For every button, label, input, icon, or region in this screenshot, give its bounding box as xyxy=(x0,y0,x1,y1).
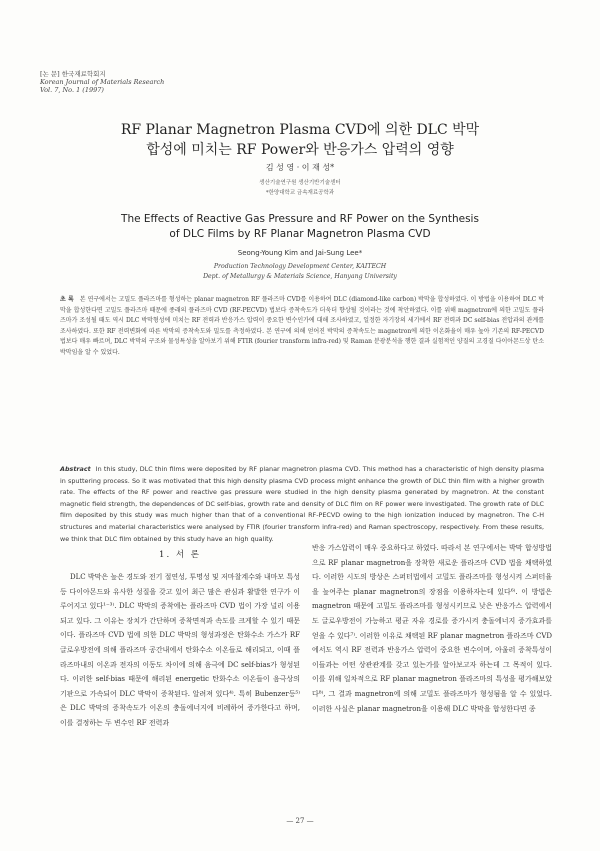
affiliation-korean-line2: *한양대학교 금속재료공학과 xyxy=(265,190,335,196)
title-korean-line2: 합성에 미치는 RF Power와 반응가스 압력의 영향 xyxy=(146,142,454,158)
abstract-korean-text: 본 연구에서는 고밀도 플라즈마를 형성하는 planar magnetron RF 플라즈마 CVD를 이용하여 DLC (diamond-like carbon) 박막을 합성하였다. 이 방법을 이용하여 DLC 박막을 합성한다면 고밀도 플라즈마 때문에 종래의 플라즈마 CVD (RF-PECVD) 법보다 증착속도가 더욱더 향상될 것이라는 것에 착안하였다. 이를 위해 magnetron에 의한 고밀도 플라즈마가 조성될 때도 역시 DLC 박막형성에 미치는 RF 전력과 반응가스 압력이 중요한 변수인가에 대해 조사하였고, 일정한 자기장의 세기에서 RF 전력과 DC self-bias 전압과의 관계를 조사하였다. 또한 RF 전력변화에 따른 박막의 증착속도와 밀도를 측정하였다. 본 연구에 의해 얻어진 박막의 증착속도는 magnetron에 의한 이온화율이 매우 높아 기존의 RF-PECVD 법보다 매우 빠르며, DLC 박막의 구조와 물성특성을 알아보기 위해 FTIR (fourier transform infra-red) 및 Raman 분광분석을 행한 결과 실험적인 양질의 고경질 다이아몬드상 탄소박막임을 알 수 있었다. xyxy=(60,296,545,356)
title-korean xyxy=(0,120,600,160)
title-english-line2: of DLC Films by RF Planar Magnetron Plasma CVD xyxy=(169,228,431,240)
title-korean-line1: RF Planar Magnetron Plasma CVD에 의한 DLC 박막 xyxy=(120,122,480,138)
affiliation-english xyxy=(0,262,600,282)
authors-english: Seong-Young Kim and Jai-Sung Lee* xyxy=(237,249,363,257)
title-english xyxy=(0,212,600,242)
journal-name-en: Korean Journal of Materials Research xyxy=(40,78,165,86)
title-english-line1: The Effects of Reactive Gas Pressure and RF Power on the Synthesis xyxy=(121,213,479,225)
affiliation-korean-line1: 생산기술연구원 생산기반기술센터 xyxy=(259,180,341,186)
body-column-left xyxy=(60,570,300,731)
body-column-right xyxy=(312,541,552,716)
body-paragraph: 반응 가스압력이 매우 중요하다고 하였다. 따라서 본 연구에서는 박막 합성방법으로 RF planar magnetron을 장착한 새로운 플라즈마 CVD 법을 채택하였다. 이러한 시도의 방상은 스퍼터법에서 고밀도 플라즈마를 형성시켜 스퍼터율을 높여주는 planar magnetron의 장점을 이용하자는데 있다⁶⁾. 이 방법은 magnetron 때문에 고밀도 플라즈마를 형성시키므로 낮은 반응가스 압력에서도 글로우방전이 가능하고 평균 자유 경로를 증가시켜 충돌에너지 증가효과를 얻을 수 있다⁷⁾. 이러한 이유로 채택된 RF planar magnetron 플라즈마 CVD에서도 역시 RF 전력과 반응가스 압력이 중요한 변수이며, 아울러 증착특성이 이들과는 어떤 상관관계를 갖고 있는가를 알아보고자 하는데 그 목적이 있다. 이를 위해 일차적으로 RF planar magnetron 플라즈마의 특성을 평가해보았다⁸⁾, 그 결과 magnetron에 의해 고밀도 플라즈마가 형성됨을 알 수 있었다. 이러한 사실은 planar magnetron을 이용해 DLC 박막을 합성한다면 종 xyxy=(312,544,552,713)
abstract-korean-label: 초 록 xyxy=(60,296,74,303)
journal-name-ko: [논 문] 한국재료학회지 xyxy=(40,70,106,78)
abstract-korean xyxy=(60,295,544,358)
affiliation-english-line1: Production Technology Development Center, KAITECH xyxy=(213,263,387,270)
abstract-english xyxy=(60,464,544,545)
abstract-english-text: In this study, DLC thin films were deposited by RF planar magnetron plasma CVD. This method has a characteristic of high density plasma in sputtering process. So it was motivated that this high density plasma CVD process might enhance the growth of DLC thin film with a higher growth rate. The effects of the RF power and reactive gas pressure were studied in the high density plasma generated by magnetron. At the constant magnetic field strength, the dependences of DC self-bias, growth rate and density of DLC film on RF power were investigated. The growth rate of DLC film deposited by this study was much higher than that of a conventional RF-PECVD owing to the high ionization induced by magnetron. The C-H structures and material characteristics were analysed by FTIR (fourier transform infra-red) and Raman spectroscopy, respectively. From these results, we think that DLC film obtained by this study have an high quality. xyxy=(60,465,544,543)
authors-korean: 김 성 영 · 이 재 성* xyxy=(265,163,335,172)
section-heading-introduction: 1. 서 론 xyxy=(159,550,201,560)
body-paragraph: DLC 박막은 높은 경도와 전기 절연성, 투명성 및 저마찰계수와 내마모 특성 등 다이아몬드와 유사한 성질을 갖고 있어 최근 많은 관심과 활발한 연구가 이루어지고 있다¹⁻³⁾. DLC 박막의 증착에는 플라즈마 CVD 법이 가장 널리 이용되고 있다. 그 이유는 장치가 간단하며 증착면적과 속도를 크게할 수 있기 때문이다. 플라즈마 CVD 법에 의한 DLC 박막의 형성과정은 탄화수소 가스가 RF 글로우방전에 의해 플라즈마 공간내에서 탄화수소 이온들로 해리되고, 이때 플라즈마내의 이온과 전자의 이동도 차이에 의해 음극에 DC self-bias가 형성된다. 이러한 self-bias 때문에 해리된 energetic 탄화수소 이온들이 음극상의 기판으로 가속되어 DLC 박막이 증착된다. 알려져 있다⁴⁾. 특히 Bubenzer등⁵⁾은 DLC 박막의 증착속도가 이온의 충돌에너지에 비례하여 증가한다고 하며, 이를 결정하는 두 변수인 RF 전력과 xyxy=(60,573,300,727)
journal-header xyxy=(40,70,164,94)
affiliation-english-line2: Dept. of Metallurgy & Materials Science, Hanyang University xyxy=(203,273,397,280)
page-number: — 27 — xyxy=(286,817,314,825)
abstract-english-label: Abstract xyxy=(60,465,91,473)
affiliation-korean xyxy=(0,178,600,198)
journal-volume: Vol. 7, No. 1 (1997) xyxy=(40,86,104,94)
